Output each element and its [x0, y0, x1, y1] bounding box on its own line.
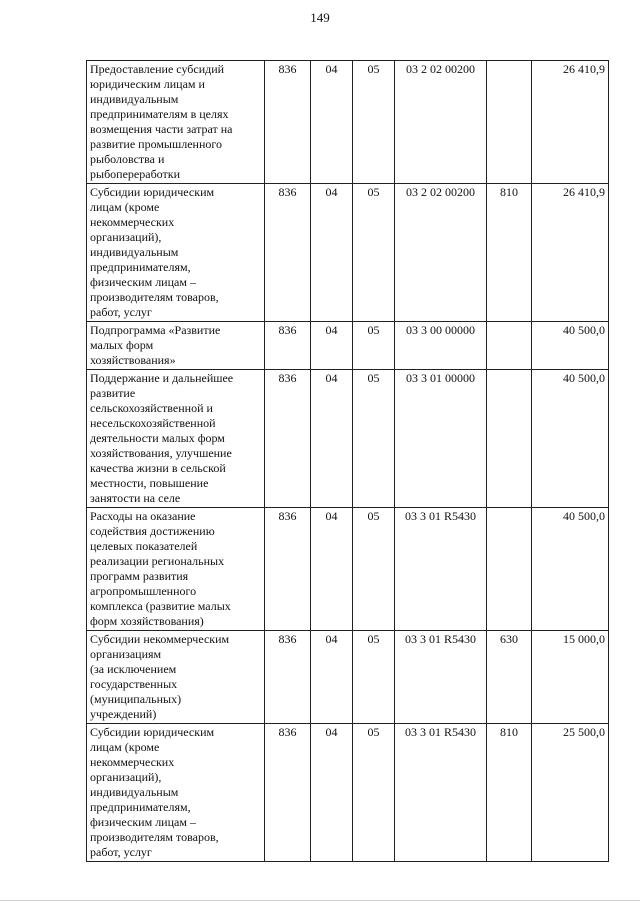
table-row	[87, 724, 609, 862]
row-name-cell	[87, 631, 265, 724]
row-rz: 04	[311, 631, 353, 724]
row-vr	[487, 508, 532, 631]
table-body	[87, 61, 609, 862]
row-grbs: 836	[265, 61, 311, 184]
row-name-cell	[87, 724, 265, 862]
row-name: Субсидии юридическим лицам (кроме некоммерческих организаций), индивидуальным предпринимателям, физическим лицам – производителям товаров, работ, услуг	[90, 185, 219, 319]
table-row	[87, 322, 609, 370]
table-row	[87, 508, 609, 631]
row-grbs: 836	[265, 508, 311, 631]
row-grbs: 836	[265, 322, 311, 370]
row-name-cell	[87, 370, 265, 508]
row-rz: 04	[311, 508, 353, 631]
row-pr: 05	[353, 508, 395, 631]
row-pr: 05	[353, 322, 395, 370]
row-vr: 810	[487, 184, 532, 322]
row-pr: 05	[353, 61, 395, 184]
row-csr: 03 3 00 00000	[395, 322, 487, 370]
page-number: 149	[310, 10, 330, 25]
row-name-cell	[87, 61, 265, 184]
row-name: Расходы на оказание содействия достижению целевых показателей реализации региональных программ развития агропромышленного комплекса (развитие малых форм хозяйствования)	[90, 509, 231, 628]
table-row	[87, 370, 609, 508]
row-sum: 26 410,9	[532, 61, 609, 184]
row-sum: 40 500,0	[532, 508, 609, 631]
row-pr: 05	[353, 724, 395, 862]
row-name: Подпрограмма «Развитие малых форм хозяйствования»	[90, 323, 221, 367]
row-rz: 04	[311, 61, 353, 184]
row-csr: 03 3 01 R5430	[395, 508, 487, 631]
row-grbs: 836	[265, 724, 311, 862]
row-csr: 03 2 02 00200	[395, 184, 487, 322]
row-name: Поддержание и дальнейшее развитие сельскохозяйственной и несельскохозяйственной деятельности малых форм хозяйствования, улучшение качества жизни в сельской местности, повышение занятости на селе	[90, 371, 234, 505]
row-sum: 25 500,0	[532, 724, 609, 862]
row-name: Субсидии юридическим лицам (кроме некоммерческих организаций), индивидуальным предпринимателям, физическим лицам – производителям товаров, работ, услуг	[90, 725, 219, 859]
row-name: Субсидии некоммерческим организациям (за исключением государственных (муниципальных) учреждений)	[90, 632, 230, 721]
row-rz: 04	[311, 370, 353, 508]
row-name: Предоставление субсидий юридическим лицам и индивидуальным предпринимателям в целях возмещения части затрат на развитие промышленного рыболовства и рыбопереработки	[90, 62, 233, 181]
row-sum: 40 500,0	[532, 370, 609, 508]
row-vr	[487, 370, 532, 508]
row-name-cell	[87, 322, 265, 370]
row-vr: 630	[487, 631, 532, 724]
row-csr: 03 3 01 R5430	[395, 631, 487, 724]
row-vr	[487, 61, 532, 184]
row-vr	[487, 322, 532, 370]
table-row	[87, 61, 609, 184]
row-csr: 03 3 01 00000	[395, 370, 487, 508]
row-pr: 05	[353, 370, 395, 508]
row-pr: 05	[353, 184, 395, 322]
table-row	[87, 184, 609, 322]
row-sum: 15 000,0	[532, 631, 609, 724]
row-rz: 04	[311, 322, 353, 370]
row-grbs: 836	[265, 631, 311, 724]
row-name-cell	[87, 508, 265, 631]
row-name-cell	[87, 184, 265, 322]
row-sum: 40 500,0	[532, 322, 609, 370]
row-pr: 05	[353, 631, 395, 724]
row-csr: 03 3 01 R5430	[395, 724, 487, 862]
row-rz: 04	[311, 724, 353, 862]
row-sum: 26 410,9	[532, 184, 609, 322]
row-csr: 03 2 02 00200	[395, 61, 487, 184]
page-edge	[0, 900, 640, 901]
row-grbs: 836	[265, 370, 311, 508]
table-row	[87, 631, 609, 724]
row-rz: 04	[311, 184, 353, 322]
row-grbs: 836	[265, 184, 311, 322]
budget-table	[86, 60, 609, 862]
row-vr: 810	[487, 724, 532, 862]
